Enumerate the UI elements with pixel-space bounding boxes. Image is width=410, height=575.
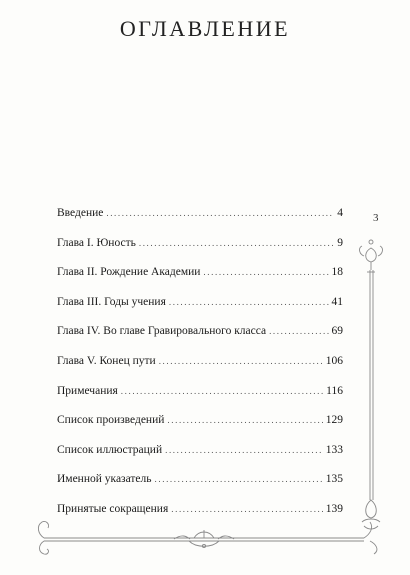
leader-dots	[121, 386, 323, 396]
leader-dots	[106, 208, 334, 218]
toc-entry-page: 106	[325, 354, 343, 367]
toc-entry-page: 4	[337, 207, 343, 219]
toc-entry[interactable]	[57, 207, 343, 237]
toc-entry[interactable]	[57, 503, 343, 533]
toc-entry-page: 41	[331, 295, 343, 308]
toc-entry-title: Принятые сокращения	[57, 502, 169, 515]
toc-entry[interactable]	[57, 325, 343, 355]
toc-entry-title: Введение	[57, 207, 104, 219]
leader-dots	[155, 474, 323, 484]
toc-entry-title: Именной указатель	[57, 473, 152, 486]
toc-entry-title: Список иллюстраций	[57, 443, 163, 456]
toc-entry[interactable]	[57, 355, 343, 385]
leader-dots	[167, 415, 322, 425]
leader-dots	[159, 356, 323, 366]
toc-entry[interactable]	[57, 473, 343, 503]
toc-entry-title: Глава IV. Во главе Гравировального класса	[57, 325, 267, 338]
toc-entry-page: 18	[331, 266, 343, 279]
toc-entry-page: 139	[325, 502, 343, 515]
toc-entry-title: Глава I. Юность	[57, 236, 136, 249]
toc-entry-title: Глава III. Годы учения	[57, 295, 166, 308]
leader-dots	[171, 504, 323, 514]
toc-entry-title: Глава II. Рождение Академии	[57, 266, 201, 279]
toc-entry[interactable]	[57, 444, 343, 474]
toc-entry[interactable]	[57, 237, 343, 267]
toc-entry-page: 116	[326, 384, 343, 397]
page-number: 3	[373, 212, 379, 224]
leader-dots	[203, 267, 328, 277]
toc-entry-page: 135	[325, 473, 343, 486]
toc-entry-title: Глава V. Конец пути	[57, 354, 156, 367]
toc-entry-page: 129	[325, 414, 343, 427]
toc-entry-page: 9	[337, 236, 343, 249]
toc-entry[interactable]	[57, 385, 343, 415]
page-title: ОГЛАВЛЕНИЕ	[119, 16, 291, 41]
toc-entry[interactable]	[57, 296, 343, 326]
toc-entry-title: Примечания	[57, 384, 118, 397]
leader-dots	[269, 326, 328, 336]
table-of-contents	[57, 207, 343, 533]
toc-entry-page: 133	[325, 443, 343, 456]
toc-entry[interactable]	[57, 266, 343, 296]
toc-entry[interactable]	[57, 414, 343, 444]
toc-entry-page: 69	[331, 325, 343, 338]
leader-dots	[139, 238, 334, 248]
toc-entry-title: Список произведений	[57, 414, 165, 427]
leader-dots	[169, 297, 329, 307]
leader-dots	[165, 445, 323, 455]
